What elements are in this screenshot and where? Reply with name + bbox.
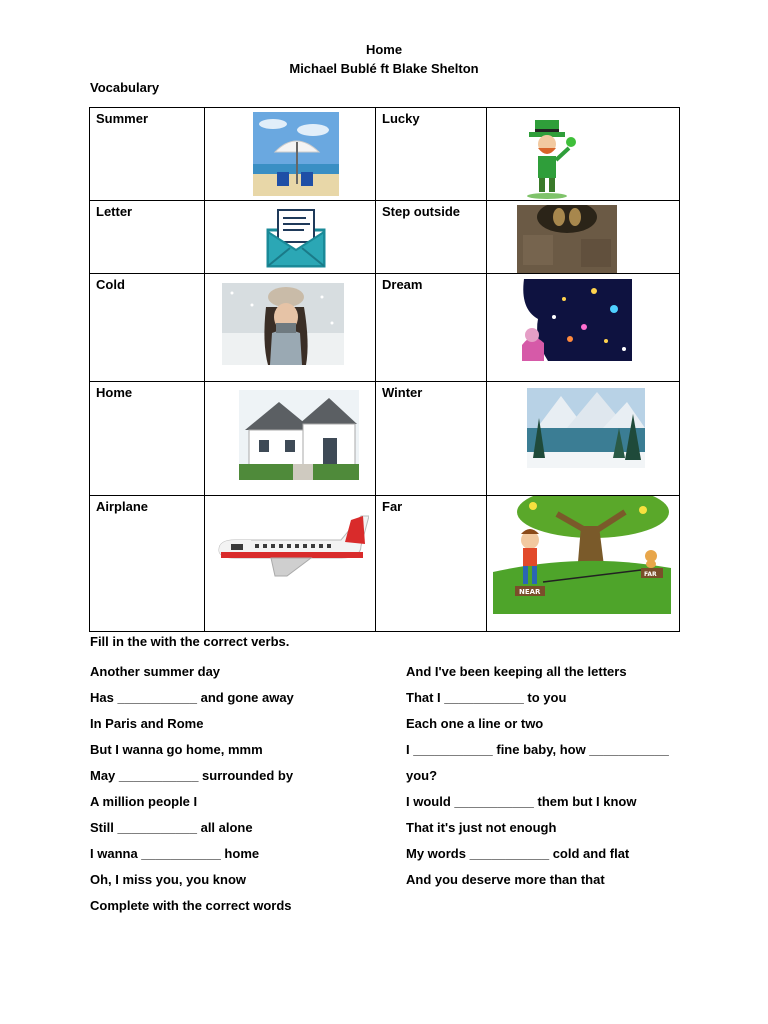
complete-heading: Complete with the correct words (90, 898, 292, 913)
vocab-image-cell (487, 108, 680, 201)
winter-lake-icon (527, 388, 645, 468)
lyric-line: Each one a line or two (406, 716, 544, 731)
airplane-icon (211, 510, 369, 580)
lyric-line: And I've been keeping all the letters (406, 664, 627, 679)
vocabulary-table (89, 107, 680, 632)
vocab-image-cell (205, 274, 376, 382)
lyric-line: I wanna ___________ home (90, 846, 260, 861)
vocab-image-cell (205, 382, 376, 496)
vocab-image-cell (205, 496, 376, 632)
vocab-word: Letter (90, 201, 205, 274)
vocab-image-cell (487, 496, 680, 632)
lyric-line: you? (406, 768, 438, 783)
lyric-line: Still ___________ all alone (90, 820, 253, 835)
lyric-line: Another summer day (90, 664, 221, 679)
lyric-line: A million people I (90, 794, 198, 809)
vocab-image-cell (487, 201, 680, 274)
table-row (90, 201, 680, 274)
vocab-word: Home (90, 382, 205, 496)
lyric-line: In Paris and Rome (90, 716, 204, 731)
beach-umbrella-icon (253, 112, 339, 196)
vocab-word: Airplane (90, 496, 205, 632)
lyric-line: And you deserve more than that (406, 872, 605, 887)
space-dream-icon (514, 279, 632, 361)
vocab-image-cell (205, 201, 376, 274)
svg-text:NEAR: NEAR (519, 588, 541, 596)
fill-in-heading: Fill in the with the correct verbs. (90, 634, 290, 649)
lyric-line: My words ___________ cold and flat (406, 846, 630, 861)
doorway-icon (517, 205, 617, 273)
lyric-line: I would ___________ them but I know (406, 794, 637, 809)
lyric-line: I ___________ fine baby, how ___________ (406, 742, 669, 757)
leprechaun-icon (525, 112, 583, 200)
vocab-word: Winter (376, 382, 487, 496)
table-row (90, 382, 680, 496)
page-subtitle: Michael Bublé ft Blake Shelton (289, 61, 479, 76)
vocab-image-cell (487, 274, 680, 382)
envelope-icon (266, 206, 326, 268)
vocab-image-cell (205, 108, 376, 201)
near-far-tree-icon (493, 496, 671, 614)
vocab-word: Far (376, 496, 487, 632)
vocab-word: Step outside (376, 201, 487, 274)
table-row (90, 274, 680, 382)
lyric-line: May ___________ surrounded by (90, 768, 294, 783)
page-title: Home (365, 42, 403, 57)
vocab-word: Lucky (376, 108, 487, 201)
vocabulary-heading: Vocabulary (90, 80, 160, 95)
cold-woman-snow-icon (222, 283, 344, 365)
vocab-word: Cold (90, 274, 205, 382)
vocab-image-cell (487, 382, 680, 496)
lyric-line: Has ___________ and gone away (90, 690, 294, 705)
table-row (90, 108, 680, 201)
lyric-line: But I wanna go home, mmm (90, 742, 263, 757)
svg-text:FAR: FAR (644, 571, 657, 578)
lyric-line: That I ___________ to you (406, 690, 567, 705)
lyric-line: Oh, I miss you, you know (90, 872, 247, 887)
house-icon (239, 390, 359, 480)
vocab-word: Dream (376, 274, 487, 382)
vocab-word: Summer (90, 108, 205, 201)
table-row (90, 496, 680, 632)
lyric-line: That it's just not enough (406, 820, 557, 835)
